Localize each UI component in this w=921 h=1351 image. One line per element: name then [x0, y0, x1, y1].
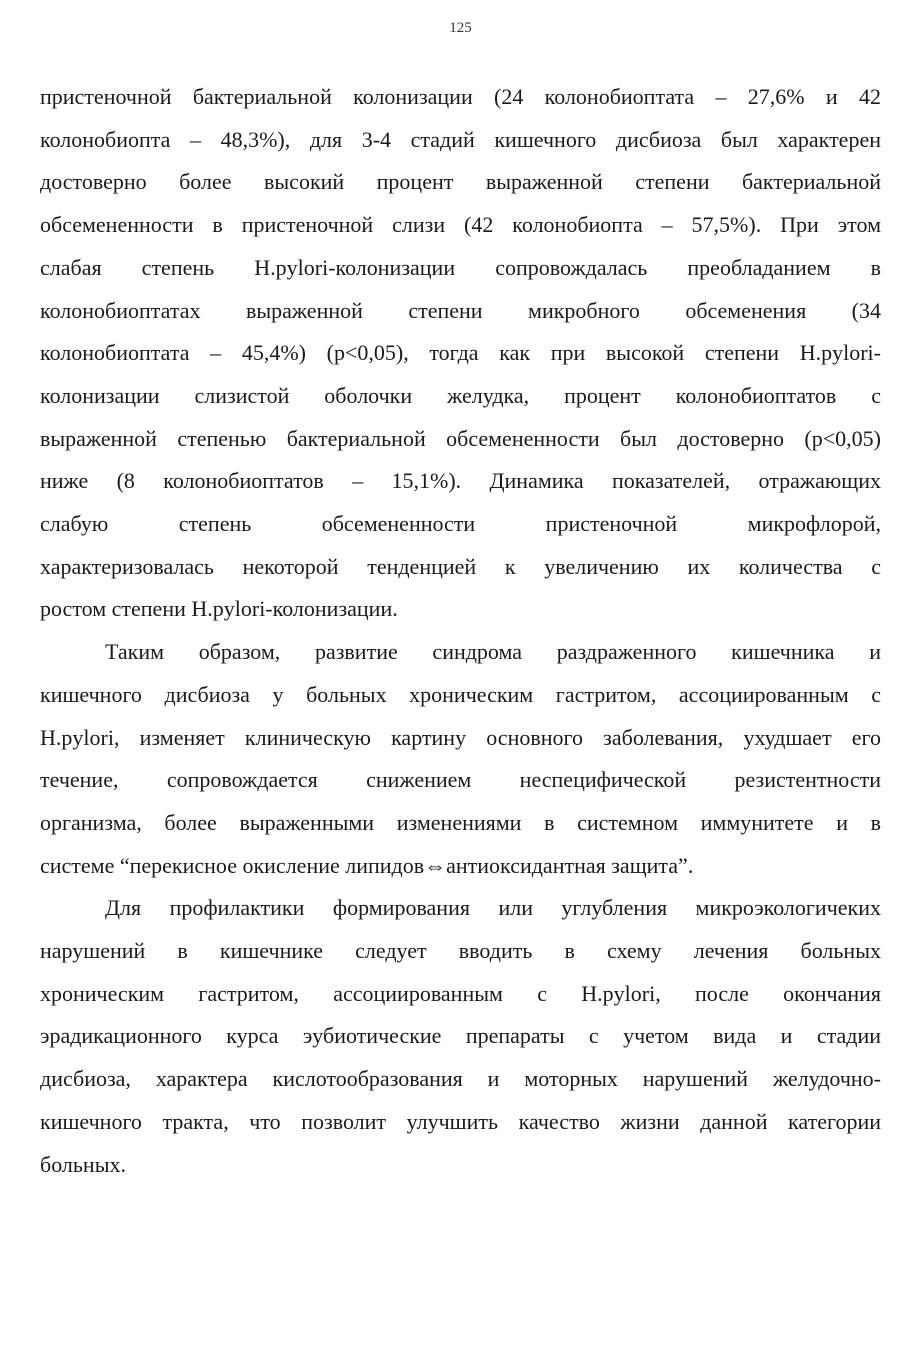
text-line: достоверно более высокий процент выраженной степени бактериальной [40, 169, 881, 195]
text-line: ростом степени H.pylori-колонизации. [40, 596, 398, 622]
paragraph-3 [40, 887, 881, 1186]
text-line: H.pylori, изменяет клиническую картину основного заболевания, ухудшает его [40, 724, 881, 750]
text-line: системе “перекисное окисление липидов⇔антиоксидантная защита”. [40, 852, 694, 878]
text-line: кишечного дисбиоза у больных хроническим гастритом, ассоциированным с [40, 681, 881, 707]
text-line: нарушений в кишечнике следует вводить в схему лечения больных [40, 938, 881, 964]
text-line: Таким образом, развитие синдрома раздраженного кишечника и [105, 639, 881, 665]
text-line: кишечного тракта, что позволит улучшить качество жизни данной категории [40, 1108, 881, 1134]
text-line: выраженной степенью бактериальной обсемененности был достоверно (p<0,05) [40, 425, 881, 451]
text-line: колонизации слизистой оболочки желудка, процент колонобиоптатов с [40, 382, 881, 408]
text-line: хроническим гастритом, ассоциированным с H.pylori, после окончания [40, 980, 881, 1006]
body-text [40, 76, 881, 1186]
text-line: течение, сопровождается снижением неспецифической резистентности [40, 767, 881, 793]
text-line: эрадикационного курса эубиотические препараты с учетом вида и стадии [40, 1023, 881, 1049]
text-line: пристеночной бактериальной колонизации (24 колонобиоптата – 27,6% и 42 [40, 84, 881, 109]
paragraph-1 [40, 76, 881, 631]
text-line: обсемененности в пристеночной слизи (42 колонобиопта – 57,5%). При этом [40, 212, 881, 238]
text-line: слабая степень H.pylori-колонизации сопровождалась преобладанием в [40, 254, 881, 280]
text-line: Для профилактики формирования или углубления микроэкологичеких [105, 895, 881, 921]
text-line: слабую степень обсемененности пристеночной микрофлорой, [40, 511, 881, 537]
paragraph-2 [40, 631, 881, 887]
text-line: дисбиоза, характера кислотообразования и моторных нарушений желудочно- [40, 1066, 881, 1092]
text-line: колонобиоптата – 45,4%) (p<0,05), тогда как при высокой степени H.pylori- [40, 340, 881, 366]
text-line: ниже (8 колонобиоптатов – 15,1%). Динамика показателей, отражающих [40, 468, 881, 494]
text-line: колонобиопта – 48,3%), для 3-4 стадий кишечного дисбиоза был характерен [40, 126, 881, 152]
text-line: организма, более выраженными изменениями в системном иммунитете и в [40, 809, 881, 835]
text-line: больных. [40, 1151, 126, 1177]
text-line: характеризовалась некоторой тенденцией к увеличению их количества с [40, 553, 881, 579]
text-line: колонобиоптатах выраженной степени микробного обсеменения (34 [40, 297, 881, 323]
page-number: 125 [449, 20, 472, 36]
